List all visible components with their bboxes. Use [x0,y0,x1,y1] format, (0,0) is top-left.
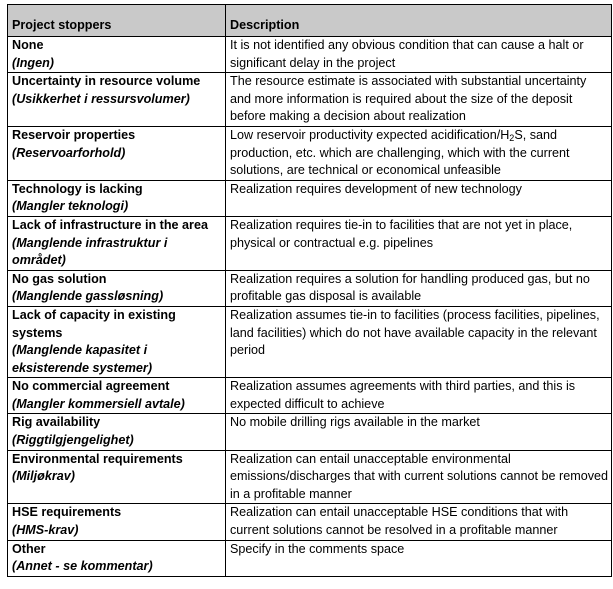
stopper-cell [8,540,226,576]
table-row [8,450,612,504]
stopper-cell [8,306,226,377]
stopper-name-no: (HMS-krav) [12,523,79,538]
stopper-name-no: (Riggtilgjengelighet) [12,433,134,448]
stopper-name-no: (Mangler kommersiell avtale) [12,396,185,411]
table-row [8,126,612,180]
description-cell [226,540,612,576]
stopper-name-en: Lack of infrastructure in the area [12,217,208,232]
stopper-name-en: Environmental requirements [12,451,183,466]
description-cell [226,450,612,504]
table-header [8,5,612,37]
stopper-name-en: None [12,38,44,52]
description-part-before: Low reservoir productivity expected acidification/H [230,127,510,142]
stopper-description: Realization assumes agreements with third parties, and this is expected difficult to achieve [230,379,576,411]
stopper-name-en: Reservoir properties [12,127,136,142]
stopper-name-no: (Reservoarforhold) [12,145,126,160]
stopper-name-en: Rig availability [12,415,101,430]
header-project-stoppers: Project stoppers [8,5,226,37]
table-row [8,540,612,576]
stopper-cell [8,126,226,180]
stopper-name-en: No commercial agreement [12,379,170,394]
project-stoppers-table [7,4,612,577]
stopper-cell [8,504,226,540]
stopper-name-no: (Mangler teknologi) [12,199,129,214]
stopper-cell [8,378,226,414]
table-row [8,414,612,450]
stopper-name-no: (Manglende infrastruktur i området) [12,235,168,268]
stopper-name-no: (Manglende gassløsning) [12,289,164,304]
table-row [8,270,612,306]
stopper-description: Realization requires tie-in to facilities that are not yet in place, physical or contractual e.g. pipelines [230,217,573,250]
stopper-description [230,127,608,180]
table-row [8,378,612,414]
stopper-name-no: (Manglende kapasitet i eksisterende systemer) [12,343,153,375]
stopper-cell [8,73,226,127]
stopper-name-en: No gas solution [12,271,107,286]
stopper-name-no: (Miljøkrav) [12,469,75,484]
description-cell [226,73,612,127]
table-body [8,37,612,577]
stopper-cell [8,37,226,73]
description-cell [226,180,612,216]
stopper-description: Specify in the comments space [230,541,405,556]
description-part-after: S, sand production, etc. which are challenging, which with the current solutions, are technical or economical unfeasible [230,127,570,178]
stopper-name-en: Other [12,541,46,556]
table-row [8,216,612,270]
stopper-cell [8,414,226,450]
subscript-two: 2 [509,132,515,143]
stopper-description: The resource estimate is associated with substantial uncertainty and more information is required about the size of the deposit before making a decision about realization [230,74,587,124]
description-cell [226,126,612,180]
stopper-cell [8,180,226,216]
stopper-cell [8,216,226,270]
description-cell [226,414,612,450]
table-row [8,73,612,127]
stopper-name-en: Uncertainty in resource volume [12,74,201,89]
table-row [8,306,612,377]
stopper-name-no: (Usikkerhet i ressursvolumer) [12,91,190,106]
stopper-name-no: (Ingen) [12,55,54,70]
stopper-name-no: (Annet - se kommentar) [12,559,153,574]
stopper-description: It is not identified any obvious condition that can cause a halt or significant delay in the project [230,38,584,70]
table-row [8,37,612,73]
stopper-cell [8,270,226,306]
header-description: Description [226,5,612,37]
description-cell [226,306,612,377]
stopper-name-en: Lack of capacity in existing systems [12,307,176,340]
description-cell [226,216,612,270]
description-cell [226,270,612,306]
stopper-description: Realization can entail unacceptable HSE conditions that with current solutions cannot be resolved in a profitable manner [230,505,569,538]
stopper-description: No mobile drilling rigs available in the market [230,415,480,430]
stopper-name-en: HSE requirements [12,505,122,520]
stopper-name-en: Technology is lacking [12,181,143,196]
table-row [8,180,612,216]
stopper-cell [8,450,226,504]
table-row [8,504,612,540]
stopper-description: Realization requires a solution for handling produced gas, but no profitable gas disposal is available [230,271,590,304]
stopper-description: Realization can entail unacceptable environmental emissions/discharges that with current solutions cannot be removed in a profitable manner [230,451,609,501]
stopper-description: Realization requires development of new technology [230,181,522,196]
header-row [8,5,612,37]
stopper-description: Realization assumes tie-in to facilities (process facilities, pipelines, land facilities) which do not have available capacity in the relevant period [230,307,600,358]
description-cell [226,37,612,73]
description-cell [226,378,612,414]
description-cell [226,504,612,540]
